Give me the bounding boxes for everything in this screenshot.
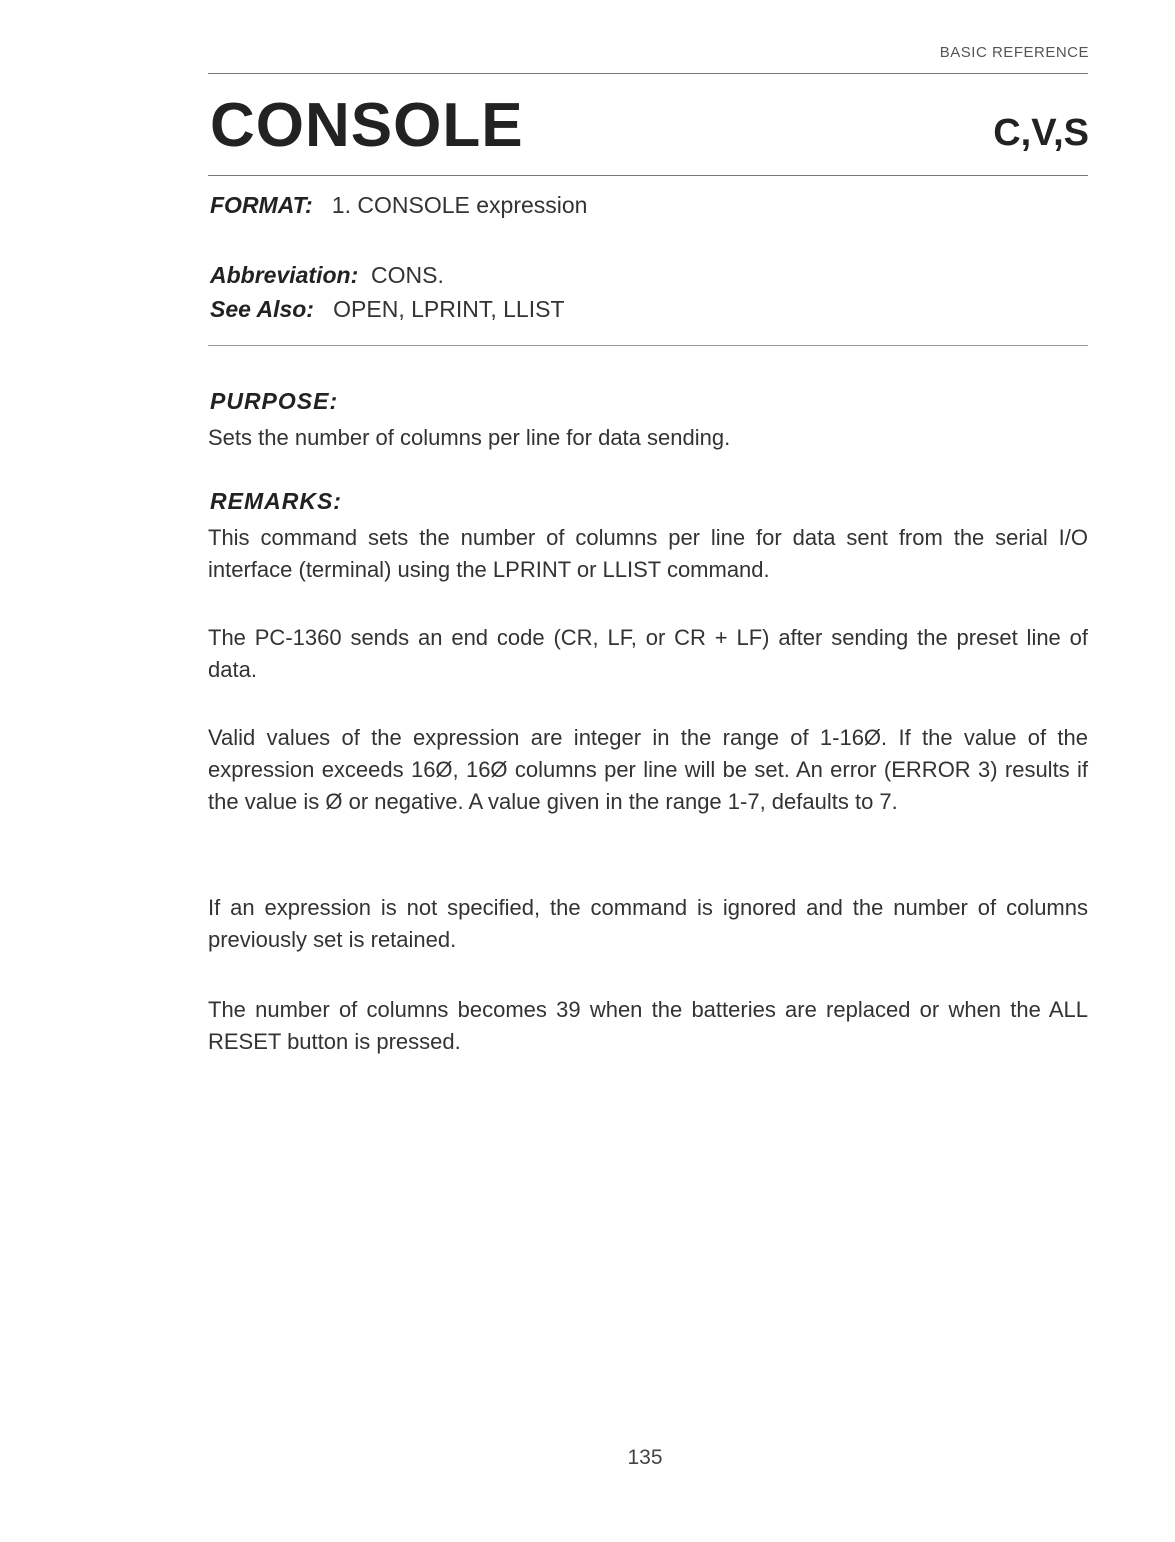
remarks-paragraph: Valid values of the expression are integer in the range of 1-16Ø. If the value of the expression exceeds 16Ø, 16Ø columns per line will be set. An error (ERROR 3) results if the value is Ø or negative. A value given in the range 1-7, defaults to 7. [208, 725, 1088, 814]
abbreviation-label: Abbreviation: [210, 262, 359, 288]
remarks-paragraph: The number of columns becomes 39 when the batteries are replaced or when the ALL RESET button is pressed. [208, 997, 1088, 1054]
format-label: FORMAT: [210, 192, 313, 218]
section-label: BASIC REFERENCE [939, 44, 1089, 61]
abbreviation-line [210, 262, 444, 289]
format-line [210, 192, 587, 219]
format-value: 1. CONSOLE expression [331, 192, 588, 218]
see-also-value: OPEN, LPRINT, LLIST [333, 296, 565, 322]
remarks-heading: REMARKS: [210, 488, 342, 514]
remarks-paragraph: The PC-1360 sends an end code (CR, LF, or CR + LF) after sending the preset line of data. [208, 625, 1088, 682]
mode-indicator: C,V,S [993, 112, 1089, 154]
page-number: 135 [627, 1446, 663, 1469]
top-rule [208, 73, 1088, 74]
section-divider [208, 345, 1088, 346]
purpose-heading: PURPOSE: [210, 388, 339, 414]
remarks-paragraph: If an expression is not specified, the command is ignored and the number of columns previously set is retained. [208, 895, 1088, 952]
title-rule [208, 175, 1088, 176]
page-title: CONSOLE [210, 91, 524, 160]
abbreviation-value: CONS. [371, 262, 444, 288]
see-also-line [210, 296, 565, 323]
purpose-text: Sets the number of columns per line for data sending. [208, 425, 731, 450]
remarks-paragraph: This command sets the number of columns per line for data sent from the serial I/O interface (terminal) using the LPRINT or LLIST command. [208, 525, 1088, 582]
see-also-label: See Also: [210, 296, 314, 322]
